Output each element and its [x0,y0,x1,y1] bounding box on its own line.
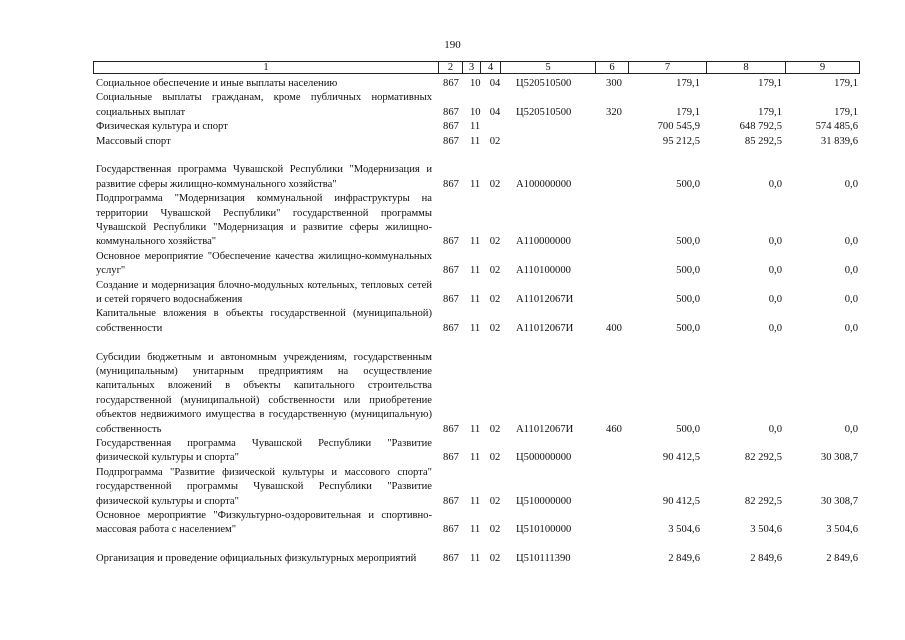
column-header-4: 4 [480,62,500,73]
cell-col5: А110000000 [516,236,571,248]
table-row [0,250,905,279]
row-name: Основное мероприятие "Физкультурно-оздоровительная и спортивно-массовая работа с населением" [96,509,432,536]
cell-col7: 90 412,5 [662,495,700,507]
table-row [0,91,905,120]
cell-col4: 02 [489,553,501,565]
cell-col8: 179,1 [758,77,782,89]
cell-col4: 04 [489,77,501,89]
cell-col9: 31 839,6 [820,135,858,147]
table-row [0,437,905,466]
cell-col3: 11 [470,322,481,334]
cell-col7: 500,0 [676,322,700,334]
cell-col9: 0,0 [844,423,858,435]
cell-col8: 0,0 [768,322,782,334]
cell-col2: 867 [443,178,459,190]
cell-col4: 02 [489,322,501,334]
cell-col5: Ц510111390 [516,553,571,565]
cell-col2: 867 [443,452,459,464]
table-row [0,509,905,538]
cell-col7: 500,0 [676,236,700,248]
cell-col3: 10 [470,77,481,89]
cell-col2: 867 [443,423,459,435]
cell-col7: 3 504,6 [668,524,700,536]
cell-col5: Ц520510500 [516,77,572,89]
cell-col6: 300 [606,77,622,89]
column-header-8: 8 [706,62,785,73]
row-name: Подпрограмма "Развитие физической культуры и массового спорта" государственной программы Чувашской Республики "Развитие физической культуры и спорта" [96,466,432,507]
cell-col9: 0,0 [844,293,858,305]
cell-col7: 500,0 [676,423,700,435]
cell-col3: 11 [470,553,481,565]
page-number: 190 [444,39,461,51]
cell-col8: 0,0 [768,265,782,277]
cell-col5: Ц520510500 [516,106,572,118]
cell-col3: 11 [470,178,481,190]
cell-col8: 0,0 [768,423,782,435]
cell-col3: 10 [470,106,481,118]
cell-col6: 400 [606,322,622,334]
cell-col2: 867 [443,106,459,118]
cell-col7: 500,0 [676,293,700,305]
cell-col3: 11 [470,265,481,277]
cell-col8: 179,1 [758,106,782,118]
table-row [0,307,905,336]
cell-col7: 179,1 [676,106,700,118]
cell-col9: 574 485,6 [815,121,858,133]
row-name: Субсидии бюджетным и автономным учреждениям, государственным (муниципальным) унитарным предприятиям на осуществление капитальных вложений в объекты капитального строительства государственной (муниципальной) собственности или приобретение объектов недвижимого имущества в государственную (муниципальную) собственность [96,351,432,435]
cell-col7: 500,0 [676,265,700,277]
cell-col8: 648 792,5 [739,121,782,133]
cell-col2: 867 [443,322,459,334]
cell-col7: 700 545,9 [657,121,700,133]
table-row [0,279,905,308]
column-header-2: 2 [438,62,462,73]
cell-col3: 11 [470,135,481,147]
cell-col3: 11 [470,495,481,507]
cell-col7: 90 412,5 [662,452,700,464]
cell-col2: 867 [443,236,459,248]
cell-col6: 320 [606,106,622,118]
table-header [93,61,860,74]
cell-col5: А11012067И [516,423,574,435]
cell-col9: 3 504,6 [826,524,858,536]
column-header-7: 7 [628,62,706,73]
cell-col9: 0,0 [844,322,858,334]
row-name: Основное мероприятие "Обеспечение качества жилищно-коммунальных услуг" [96,250,432,277]
cell-col3: 11 [470,121,481,133]
row-name: Государственная программа Чувашской Республики "Развитие физической культуры и спорта" [96,437,432,464]
cell-col2: 867 [443,553,459,565]
cell-col5: А100000000 [516,178,572,190]
row-name: Подпрограмма "Модернизация коммунальной инфраструктуры на территории Чувашской Республики" государственной программы Чувашской Республики "Модернизация и развитие сферы жилищно-коммунального хозяйства" [96,193,432,248]
cell-col4: 02 [489,452,501,464]
row-name: Создание и модернизация блочно-модульных котельных, тепловых сетей и сетей горячего водоснабжения [96,279,432,305]
cell-col4: 02 [489,178,501,190]
cell-col9: 30 308,7 [820,495,858,507]
cell-col7: 500,0 [676,178,700,190]
cell-col2: 867 [443,121,459,133]
row-name: Социальное обеспечение и иные выплаты населению [96,77,338,89]
cell-col4: 02 [489,293,501,305]
cell-col8: 0,0 [768,293,782,305]
cell-col8: 85 292,5 [744,135,782,147]
cell-col9: 0,0 [844,265,858,277]
cell-col9: 179,1 [834,77,858,89]
cell-col7: 179,1 [676,77,700,89]
column-header-1: 1 [263,62,269,73]
cell-col6: 460 [606,423,622,435]
cell-col3: 11 [470,236,481,248]
row-name: Физическая культура и спорт [96,121,228,133]
cell-col3: 11 [470,452,481,464]
cell-col2: 867 [443,77,459,89]
row-name: Организация и проведение официальных физкультурных мероприятий [96,553,417,565]
row-name: Капитальные вложения в объекты государственной (муниципальной) собственности [96,308,432,334]
cell-col5: Ц510000000 [516,495,572,507]
cell-col4: 02 [489,495,501,507]
column-header-9: 9 [785,62,859,73]
cell-col8: 0,0 [768,178,782,190]
cell-col2: 867 [443,135,459,147]
column-header-6: 6 [595,62,628,73]
row-name: Массовый спорт [96,135,171,147]
cell-col2: 867 [443,265,459,277]
cell-col2: 867 [443,495,459,507]
cell-col5: А11012067И [516,293,574,305]
cell-col5: А11012067И [516,322,574,334]
row-name: Государственная программа Чувашской Республики "Модернизация и развитие сферы жилищно-коммунального хозяйства" [96,164,432,190]
cell-col9: 2 849,6 [826,553,858,565]
cell-col8: 3 504,6 [750,524,782,536]
cell-col9: 0,0 [844,178,858,190]
cell-col4: 02 [489,135,501,147]
cell-col5: Ц500000000 [516,452,572,464]
cell-col9: 30 308,7 [820,452,858,464]
cell-col4: 02 [489,423,501,435]
cell-col9: 179,1 [834,106,858,118]
column-header-5: 5 [500,62,595,73]
cell-col7: 95 212,5 [662,135,700,147]
column-header-3: 3 [462,62,480,73]
row-name: Социальные выплаты гражданам, кроме публичных нормативных социальных выплат [96,92,432,118]
cell-col3: 11 [470,423,481,435]
cell-col4: 04 [489,106,501,118]
table-row [0,192,905,250]
table-body [0,77,905,567]
table-row [0,336,905,437]
cell-col7: 2 849,6 [668,553,700,565]
cell-col5: А110100000 [516,265,571,277]
table-row [0,135,905,149]
cell-col2: 867 [443,524,459,536]
cell-col5: Ц510100000 [516,524,572,536]
cell-col8: 0,0 [768,236,782,248]
cell-col2: 867 [443,293,459,305]
table-row [0,120,905,134]
cell-col4: 02 [489,524,501,536]
cell-col3: 11 [470,524,481,536]
cell-col9: 0,0 [844,236,858,248]
table-row [0,149,905,192]
cell-col8: 2 849,6 [750,553,782,565]
table-row [0,77,905,91]
cell-col8: 82 292,5 [744,452,782,464]
table-row [0,538,905,567]
cell-col8: 82 292,5 [744,495,782,507]
cell-col3: 11 [470,293,481,305]
cell-col4: 02 [489,236,501,248]
table-row [0,466,905,509]
cell-col4: 02 [489,265,501,277]
